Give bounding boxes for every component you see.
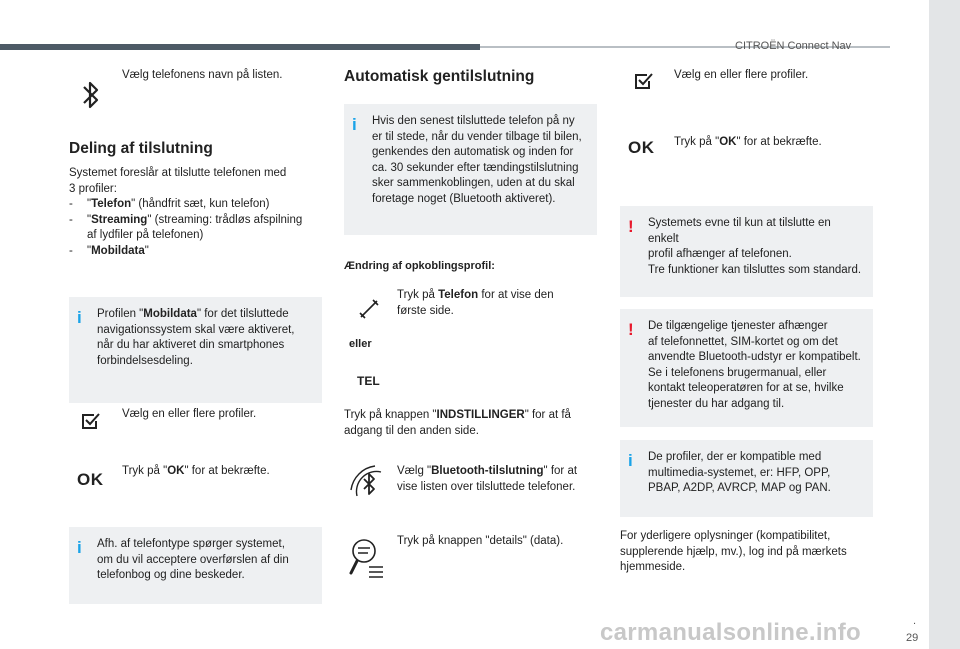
- note-line: genkendes den automatisk og inden for: [372, 146, 574, 158]
- text-bold: OK: [719, 136, 737, 148]
- note-text: [372, 114, 587, 207]
- note-line: De tilgængelige tjenester afhænger: [648, 320, 828, 332]
- list-item: [69, 244, 329, 260]
- note-line: Tre funktioner kan tilsluttes som standard.: [648, 263, 862, 276]
- note-line: navigationssystem skal være aktiveret,: [97, 323, 295, 336]
- info-note-phonebook: [69, 527, 322, 604]
- ok-button-icon: OK: [77, 470, 104, 489]
- confirm-ok-text: [674, 135, 822, 151]
- info-icon: i: [77, 308, 82, 327]
- or-label: eller: [349, 338, 372, 350]
- note-line: Systemets evne til kun at tilslutte en enkelt: [648, 217, 831, 245]
- warning-note-profile: [620, 206, 873, 297]
- note-line: De profiler, der er kompatible med: [648, 451, 822, 463]
- text-part: ": [87, 244, 92, 257]
- text-part: " for at bekræfte.: [736, 136, 822, 148]
- checkbox-icon: [81, 412, 101, 430]
- warning-icon: !: [628, 320, 634, 339]
- settings-step-text: [344, 408, 571, 439]
- list-dash: -: [69, 213, 73, 226]
- list-item: [69, 213, 329, 229]
- note-line: om du vil acceptere overførslen af din: [97, 553, 289, 566]
- select-profiles-text: Vælg en eller flere profiler.: [122, 408, 257, 420]
- text-line: adgang til den anden side.: [344, 424, 479, 437]
- details-icon: [349, 537, 385, 579]
- bluetooth-icon: [80, 78, 102, 112]
- note-line: ca. 30 sekunder efter tændingstilslutning: [372, 161, 579, 174]
- text-part: Tryk på ": [122, 465, 168, 477]
- note-text-bold: Mobildata: [143, 308, 197, 320]
- profile-name: Mobildata: [91, 244, 145, 257]
- note-line: sker sammenkoblingen, uden at du skal: [372, 177, 575, 189]
- ok-button-icon: OK: [628, 138, 655, 157]
- profiles-paragraph: [69, 166, 329, 259]
- watermark: carmanualsonline.info: [600, 619, 862, 646]
- text-part: Tryk på knappen ": [344, 409, 437, 421]
- details-step-text: Tryk på knappen "details" (data).: [397, 535, 564, 547]
- text-part: Tryk på: [397, 289, 439, 301]
- note-line: foretage noget (Bluetooth aktiveret).: [372, 192, 556, 205]
- warning-note-services: [620, 309, 873, 427]
- note-line: Hvis den senest tilsluttede telefon på ny: [372, 115, 575, 127]
- list-dash: -: [69, 198, 73, 210]
- phone-handset-icon: [357, 297, 381, 321]
- end-marker: .: [913, 615, 917, 627]
- bluetooth-connection-icon: [347, 462, 387, 502]
- change-profile-heading: Ændring af opkoblingsprofil:: [344, 260, 495, 272]
- note-line: tjenester du har adgang til.: [648, 397, 785, 410]
- text-part: " for at bekræfte.: [184, 465, 270, 477]
- phone-step-text: [397, 288, 554, 319]
- profile-name: Telefon: [91, 198, 132, 210]
- note-text: [648, 450, 863, 497]
- text-part: " (håndfrit sæt, kun telefon): [131, 198, 270, 210]
- info-icon: i: [352, 115, 357, 134]
- text-bold: Telefon: [438, 289, 479, 301]
- info-note-compatible-profiles: [620, 440, 873, 517]
- info-note-auto-reconnect: [344, 104, 597, 235]
- list-item: [69, 197, 329, 213]
- warning-icon: !: [628, 217, 634, 236]
- note-text: [648, 216, 863, 278]
- info-note-mobildata: [69, 297, 322, 403]
- section-heading-auto-reconnect: Automatisk gentilslutning: [344, 68, 535, 85]
- note-line: PBAP, A2DP, AVRCP, MAP og PAN.: [648, 482, 831, 494]
- note-line: er til stede, når du vender tilbage til bilen,: [372, 130, 582, 143]
- page-number: 29: [906, 632, 919, 644]
- profile-list: [69, 197, 329, 259]
- chapter-title: CITROËN Connect Nav: [735, 40, 852, 52]
- profile-name: Streaming: [91, 213, 148, 226]
- text-part: Tryk på ": [674, 136, 720, 148]
- note-line: multimedia-systemet, er: HFP, OPP,: [648, 466, 831, 479]
- text-part: af lydfiler på telefonen): [87, 229, 204, 241]
- note-text: [648, 319, 863, 412]
- text-line: vise listen over tilsluttede telefoner.: [397, 480, 576, 493]
- header-bar: [0, 44, 480, 50]
- text-bold: OK: [167, 465, 185, 477]
- further-info-paragraph: [620, 529, 880, 576]
- text-part: " (streaming: trådløs afspilning: [147, 213, 303, 226]
- info-icon: i: [77, 538, 82, 557]
- text-part: " for at få: [524, 409, 571, 421]
- section-heading-sharing: Deling af tilslutning: [69, 140, 213, 157]
- list-item: [69, 228, 329, 244]
- note-line: af telefonnettet, SIM-kortet og om det: [648, 335, 838, 348]
- text-part: Vælg ": [397, 465, 432, 477]
- note-text-part: Profilen ": [97, 308, 144, 320]
- select-phone-text: Vælg telefonens navn på listen.: [122, 69, 283, 81]
- text-part: ": [144, 244, 149, 257]
- note-line: forbindelsesdeling.: [97, 354, 193, 367]
- note-text: [97, 537, 312, 584]
- text-part: " for at: [543, 465, 578, 477]
- note-line: når du har aktiveret din smartphones: [97, 339, 285, 351]
- note-line: kontakt teleoperatøren for at se, hvilke: [648, 382, 844, 394]
- text-part: ": [87, 213, 92, 226]
- note-text-part: " for det tilsluttede: [196, 308, 289, 320]
- info-icon: i: [628, 451, 633, 470]
- checkbox-icon: [634, 72, 654, 90]
- side-tab: [929, 0, 960, 649]
- note-line: Afh. af telefontype spørger systemet,: [97, 538, 285, 550]
- bluetooth-step-text: [397, 464, 577, 495]
- text-bold: Bluetooth-tilslutning: [431, 465, 544, 477]
- tel-button-label: TEL: [357, 374, 380, 388]
- paragraph-line: 3 profiler:: [69, 182, 117, 195]
- paragraph-line: hjemmeside.: [620, 561, 686, 573]
- note-line: profil afhænger af telefonen.: [648, 248, 792, 260]
- paragraph-line: supplerende hjælp, mv.), log ind på mærkets: [620, 545, 847, 558]
- select-profiles-text: Vælg en eller flere profiler.: [674, 69, 809, 81]
- note-line: Se i telefonens brugermanual, eller: [648, 366, 827, 379]
- paragraph-line: For yderligere oplysninger (kompatibilitet,: [620, 530, 831, 542]
- note-text: [97, 307, 312, 369]
- note-line: telefonbog og dine beskeder.: [97, 569, 245, 581]
- confirm-ok-text: [122, 464, 270, 480]
- text-part: for at vise den: [478, 289, 554, 301]
- list-dash: -: [69, 244, 73, 257]
- note-line: anvendte Bluetooth-udstyr er kompatibelt.: [648, 351, 861, 363]
- text-part: ": [87, 198, 92, 210]
- paragraph-line: Systemet foreslår at tilslutte telefonen med: [69, 167, 287, 179]
- text-bold: INDSTILLINGER: [436, 409, 525, 421]
- text-line: første side.: [397, 304, 454, 317]
